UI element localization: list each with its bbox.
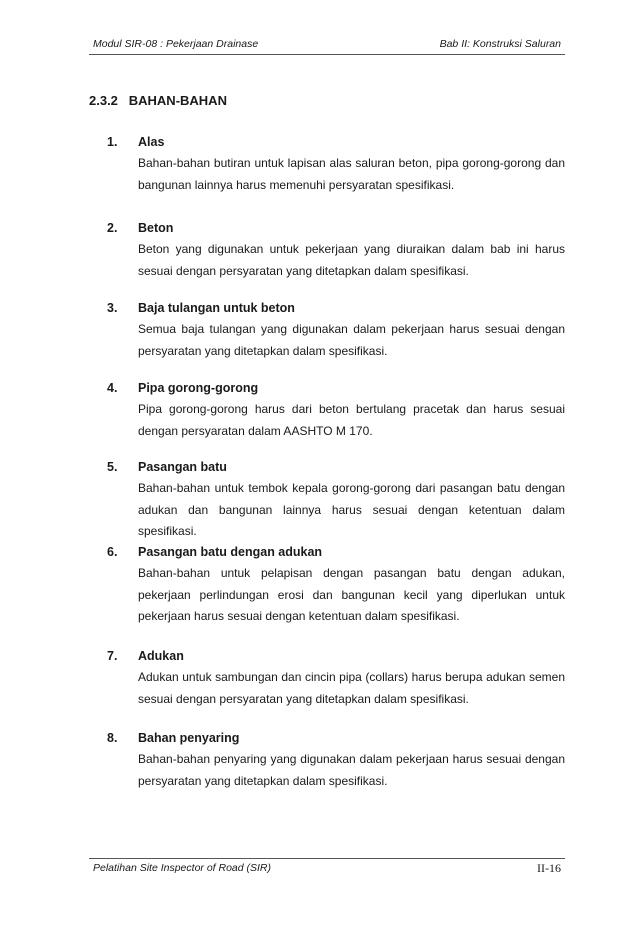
item-body: Semua baja tulangan yang digunakan dalam pekerjaan harus sesuai dengan persyaratan yang ditetapkan dalam spesifikasi. (138, 322, 565, 358)
item-body: Pipa gorong-gorong harus dari beton bertulang pracetak dan harus sesuai dengan persyaratan dalam AASHTO M 170. (138, 402, 565, 438)
item-number: 2. (107, 221, 118, 235)
item-body: Bahan-bahan butiran untuk lapisan alas saluran beton, pipa gorong-gorong dan bangunan lainnya harus memenuhi persyaratan spesifikasi. (138, 156, 565, 192)
header-chapter-title: Bab II: Konstruksi Saluran (439, 38, 561, 50)
item-title: Adukan (138, 649, 184, 663)
item-number: 6. (107, 545, 118, 559)
item-number: 3. (107, 301, 118, 315)
page-header (89, 36, 565, 55)
item-body: Beton yang digunakan untuk pekerjaan yang diuraikan dalam bab ini harus sesuai dengan persyaratan yang ditetapkan dalam spesifikasi. (138, 242, 565, 278)
item-title: Pasangan batu (138, 460, 227, 474)
item-number: 8. (107, 731, 118, 745)
footer-course-title: Pelatihan Site Inspector of Road (SIR) (93, 862, 272, 874)
item-title: Pasangan batu dengan adukan (138, 545, 323, 559)
page-footer (89, 858, 565, 877)
item-title: Alas (138, 135, 165, 149)
item-title: Bahan penyaring (138, 731, 240, 745)
list-item-pasangan-batu (89, 459, 565, 544)
item-number: 1. (107, 135, 118, 149)
item-body: Bahan-bahan untuk tembok kepala gorong-gorong dari pasangan batu dengan adukan dan bangunan lainnya harus sesuai dengan ketentuan dalam spesifikasi. (138, 481, 565, 538)
item-body: Bahan-bahan untuk pelapisan dengan pasangan batu dengan adukan, pekerjaan perlindungan erosi dan bangunan kecil yang diperlukan untuk pekerjaan harus sesuai dengan ketentuan dalam spesifikasi. (138, 566, 565, 623)
item-number: 5. (107, 460, 118, 474)
list-item-beton (89, 220, 565, 300)
materials-list (89, 134, 565, 810)
list-item-adukan (89, 648, 565, 730)
item-title: Baja tulangan untuk beton (138, 301, 295, 315)
item-body: Bahan-bahan penyaring yang digunakan dalam pekerjaan harus sesuai dengan persyaratan yang ditetapkan dalam spesifikasi. (138, 752, 565, 788)
item-title: Pipa gorong-gorong (138, 381, 259, 395)
list-item-bahan-penyaring (89, 730, 565, 810)
item-number: 4. (107, 381, 118, 395)
section-title: 2.3.2 BAHAN-BAHAN (89, 93, 227, 108)
item-body: Adukan untuk sambungan dan cincin pipa (collars) harus berupa adukan semen sesuai dengan persyaratan yang ditetapkan dalam spesifikasi. (138, 670, 565, 706)
list-item-pipa-gorong-gorong (89, 380, 565, 459)
page-number: II-16 (537, 861, 561, 875)
list-item-baja-tulangan (89, 300, 565, 380)
header-module-title: Modul SIR-08 : Pekerjaan Drainase (93, 38, 259, 50)
item-number: 7. (107, 649, 118, 663)
list-item-pasangan-batu-adukan (89, 544, 565, 648)
item-title: Beton (138, 221, 174, 235)
list-item-alas (89, 134, 565, 220)
